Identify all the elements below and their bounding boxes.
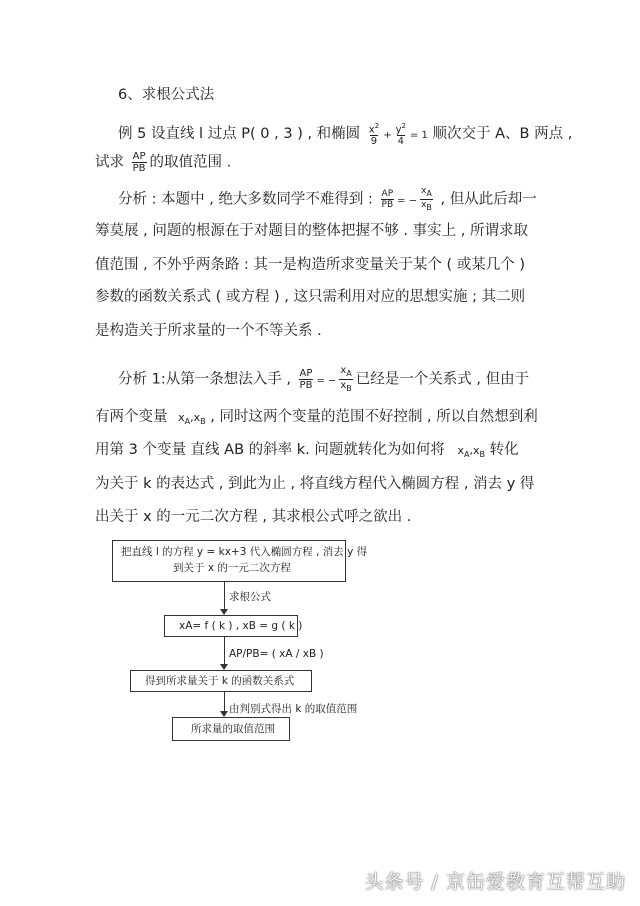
xa-xb-fraction: $\frac{xA}{xB}$: [421, 186, 432, 212]
flow-edge-label-2: AP/PB= ( xA / xB ): [229, 648, 324, 660]
section-heading: 6、求根公式法: [118, 87, 215, 103]
ap-pb-fraction-2: $\frac{AP}{PB}$: [299, 368, 313, 391]
analysis-line-1: 分析 : 本题中 , 绝大多数同学不难得到 : $\frac{AP}{PB}$ = − $\frac{xA}{xB}$ , 但从此后却一: [118, 186, 537, 212]
flow-box-function: 得到所求量关于 k 的函数关系式: [130, 670, 312, 692]
example-suffix: 顺次交于 A、B 两点 ,: [432, 126, 573, 143]
analysis1-line-2: 有两个变量 $x_A,x_B$ , 同时这两个变量的范围不好控制 , 所以自然想到利: [95, 409, 538, 427]
ratio-fraction: $\frac{AP}{PB}$: [132, 151, 146, 174]
analysis1-line-3: 用第 3 个变量 直线 AB 的斜率 k. 问题就转化为如何将 $x_A,x_B$ 转化: [95, 442, 519, 460]
ellipse-x-term: $\frac{x^2}{9}$: [368, 122, 380, 148]
xa-xb-fraction-2: $\frac{x_A}{x_B}$: [340, 365, 352, 393]
flow-box-substitute: 把直线 l 的方程 y = kx+3 代入椭圆方程 , 消去 y 得 到关于 x 的一元二次方程: [112, 540, 346, 582]
example-line-1: 例 5 设直线 l 过点 P( 0 , 3 ) , 和椭圆 $\frac{x^2}{9}$ + $\frac{y^2}{4}$ = 1 顺次交于 A、B 两点 ,: [118, 122, 573, 148]
analysis-line-2: 筹莫展 , 问题的根源在于对题目的整体把握不够 . 事实上 , 所谓求取: [95, 223, 528, 239]
analysis1-line-1: 分析 1:从第一条想法入手 , $\frac{AP}{PB}$ = − $\frac{x_A}{x_B}$ 已经是一个关系式 , 但由于: [118, 365, 530, 393]
analysis-line-4: 参数的函数关系式 ( 或方程 ) , 这只需利用对应的思想实施 ; 其二则: [95, 289, 526, 305]
analysis1-line-4: 为关于 k 的表达式 , 到此为止 , 将直线方程代入椭圆方程 , 消去 y 得: [95, 476, 535, 492]
analysis-line-5: 是构造关于所求量的一个不等关系 .: [95, 323, 322, 339]
ellipse-y-term: $\frac{y^2}{4}$: [395, 122, 406, 148]
flow-box-range: 所求量的取值范围: [172, 717, 290, 741]
flow-edge-label-3: 由判别式得出 k 的取值范围: [229, 703, 358, 715]
flow-edge-label-1: 求根公式: [229, 591, 271, 603]
example-prefix: 例 5 设直线 l 过点 P( 0 , 3 ) , 和椭圆: [118, 126, 361, 143]
analysis-line-3: 值范围 , 不外乎两条路 : 其一是构造所求变量关于某个 ( 或某几个 ): [95, 257, 526, 273]
watermark: 头条号 / 京缶爱教育互帮互助: [364, 871, 626, 893]
flow-box-roots: xA= f ( k ) , xB = g ( k ): [164, 615, 298, 637]
ap-pb-fraction: $\frac{AP}{PB}$: [381, 188, 394, 210]
analysis1-line-5: 出关于 x 的一元二次方程 , 其求根公式呼之欲出 .: [95, 509, 412, 525]
example-line-2: 试求 $\frac{AP}{PB}$ 的取值范围 .: [95, 151, 232, 174]
